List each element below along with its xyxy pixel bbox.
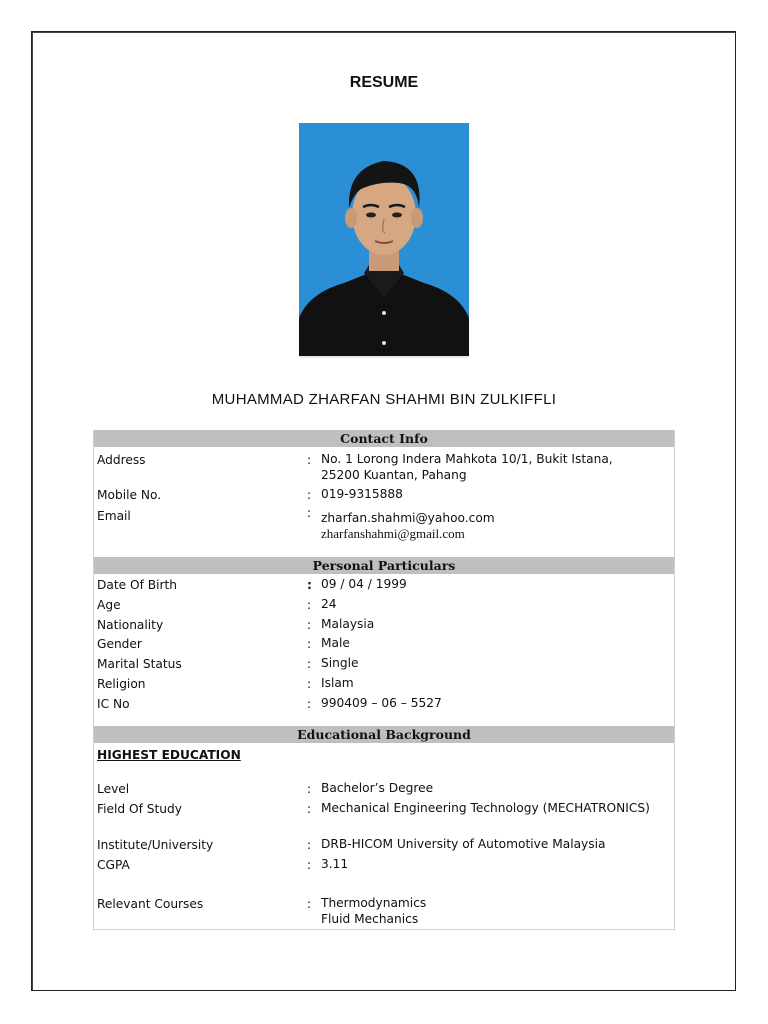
age-value: 24 [321,597,337,611]
field-of-study-separator: : [307,802,312,816]
relevant-courses-label: Relevant Courses [97,897,204,911]
age-separator: : [307,598,312,612]
ic-no-label: IC No [97,697,130,711]
marital-status-label: Marital Status [97,657,182,671]
level-separator: : [307,782,312,796]
gender-label: Gender [97,637,142,651]
ic-no-value: 990409 – 06 – 5527 [321,696,442,710]
religion-separator: : [307,677,312,691]
gender-separator: : [307,637,312,651]
email-line-2: zharfanshahmi@gmail.com [321,526,465,541]
institute-separator: : [307,838,312,852]
address-line-2: 25200 Kuantan, Pahang [321,468,467,482]
relevant-courses-value [321,895,426,927]
mobile-value: 019-9315888 [321,487,403,501]
email-line-1: zharfan.shahmi@yahoo.com [321,511,495,525]
religion-value: Islam [321,676,354,690]
personal-particulars-header: Personal Particulars [94,557,674,574]
institute-value: DRB-HICOM University of Automotive Malaysia [321,837,606,851]
dob-label: Date Of Birth [97,578,178,592]
marital-status-separator: : [307,657,312,671]
institute-label: Institute/University [97,838,214,852]
candidate-name: MUHAMMAD ZHARFAN SHAHMI BIN ZULKIFFLI [211,391,557,408]
resume-info-table [93,430,675,930]
educational-background-header: Educational Background [94,726,674,743]
cgpa-separator: : [307,858,312,872]
address-separator: : [307,453,312,467]
course-item: Fluid Mechanics [321,912,419,926]
religion-label: Religion [97,677,146,691]
email-label: Email [97,509,131,523]
profile-photo [299,123,469,358]
email-separator: : [307,506,312,520]
nationality-value: Malaysia [321,617,375,631]
level-label: Level [97,782,130,796]
mobile-separator: : [307,488,312,502]
document-title: RESUME [349,74,419,91]
nationality-label: Nationality [97,618,164,632]
age-label: Age [97,598,121,612]
cgpa-label: CGPA [97,858,130,872]
field-of-study-label: Field Of Study [97,802,182,816]
level-value: Bachelor’s Degree [321,781,434,795]
cgpa-value: 3.11 [321,857,349,871]
email-value [321,510,495,542]
course-item: Thermodynamics [321,896,427,910]
dob-value: 09 / 04 / 1999 [321,577,407,591]
address-value [321,451,613,483]
field-of-study-value: Mechanical Engineering Technology (MECHATRONICS) [321,801,650,815]
contact-info-header: Contact Info [94,430,674,447]
address-line-1: No. 1 Lorong Indera Mahkota 10/1, Bukit Istana, [321,452,613,466]
address-label: Address [97,453,146,467]
gender-value: Male [321,636,350,650]
profile-photo-illustration [299,123,469,356]
mobile-label: Mobile No. [97,488,162,502]
dob-separator: : [307,578,312,592]
nationality-separator: : [307,618,312,632]
highest-education-heading: HIGHEST EDUCATION [97,748,241,762]
ic-no-separator: : [307,697,312,711]
relevant-courses-separator: : [307,897,312,911]
marital-status-value: Single [321,656,359,670]
